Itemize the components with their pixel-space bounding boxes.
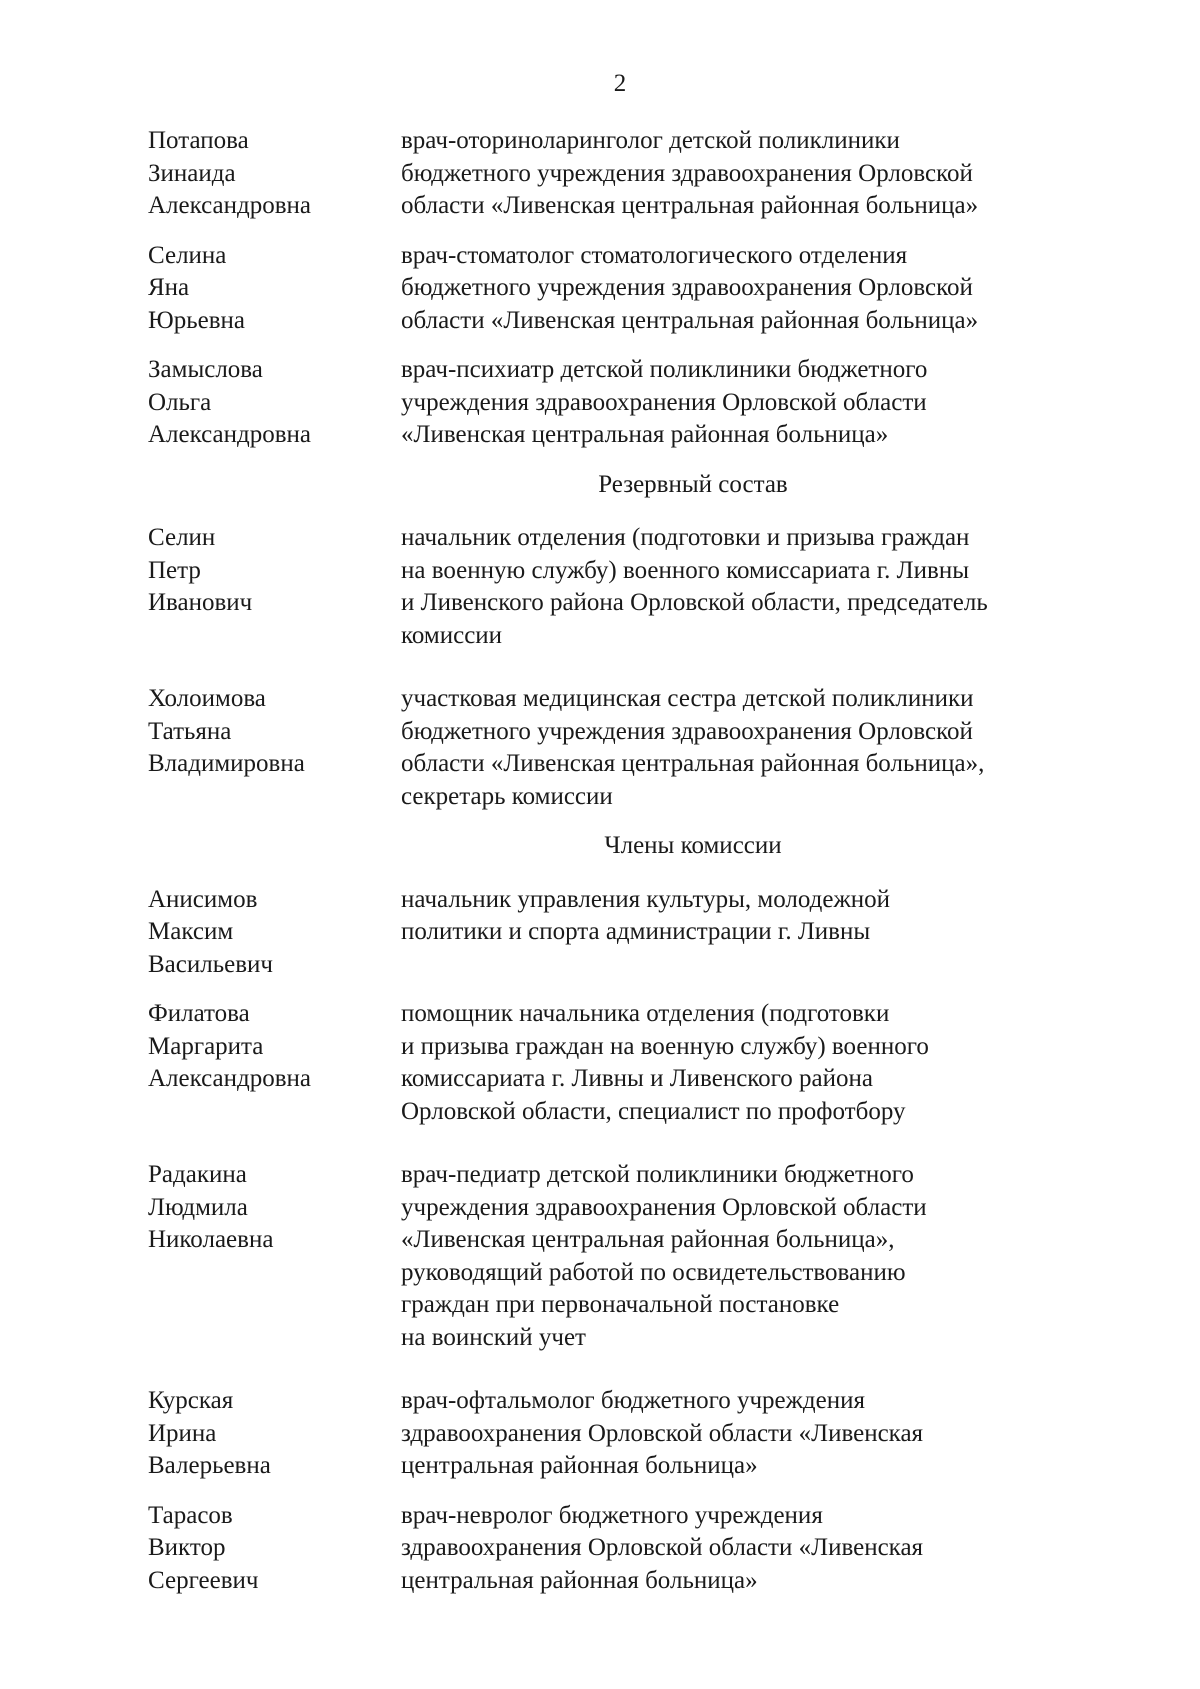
member-name-line: Васильевич	[148, 950, 273, 978]
member-position-line: участковая медицинская сестра детской поликлиники	[401, 685, 974, 712]
member-position-line: на военную службу) военного комиссариата г. Ливны	[401, 556, 969, 584]
member-position	[401, 1159, 1088, 1354]
member-entry	[148, 884, 1088, 982]
member-name-line: Селин	[148, 524, 216, 551]
commission-roster	[148, 125, 1088, 1614]
member-name	[148, 884, 401, 982]
member-position-line: здравоохранения Орловской области «Ливенская	[401, 1534, 924, 1561]
member-position	[401, 240, 1088, 338]
member-position-line: врач-оториноларинголог детской поликлиники	[401, 127, 900, 154]
member-position	[401, 998, 1088, 1128]
member-name-line: Сергеевич	[148, 1566, 259, 1594]
member-entry	[148, 1500, 1088, 1598]
member-name-line: Селина	[148, 241, 227, 269]
member-position-line: центральная районная больница»	[401, 1452, 758, 1479]
member-name	[148, 1500, 401, 1598]
member-position-line: учреждения здравоохранения Орловской области	[401, 388, 927, 416]
member-entry	[148, 998, 1088, 1128]
member-name	[148, 354, 401, 452]
member-name-line: Владимировна	[148, 750, 305, 777]
member-name-line: Ольга	[148, 388, 212, 416]
member-name-line: Виктор	[148, 1534, 226, 1561]
member-position	[401, 884, 1088, 982]
section-heading: Члены комиссии	[604, 832, 782, 859]
member-name	[148, 1385, 401, 1483]
member-position-line: врач-психиатр детской поликлиники бюджетного	[401, 356, 928, 383]
member-name-line: Холоимова	[148, 685, 266, 712]
member-position-line: и Ливенского района Орловской области, председатель	[401, 589, 988, 616]
member-name-line: Замыслова	[148, 356, 263, 383]
member-name-line: Людмила	[148, 1193, 248, 1221]
page-number: 2	[613, 70, 627, 97]
member-position-line: Орловской области, специалист по профотбору	[401, 1097, 906, 1125]
member-position-line: области «Ливенская центральная районная больница»,	[401, 750, 985, 777]
member-position-line: «Ливенская центральная районная больница»	[401, 421, 889, 448]
member-name-line: Маргарита	[148, 1032, 264, 1060]
member-position-line: помощник начальника отделения (подготовки	[401, 1000, 890, 1027]
member-entry	[148, 522, 1088, 652]
member-name-line: Петр	[148, 556, 201, 584]
member-name-line: Максим	[148, 918, 234, 945]
member-position-line: центральная районная больница»	[401, 1566, 758, 1594]
member-name-line: Радакина	[148, 1161, 247, 1188]
member-position-line: граждан при первоначальной постановке	[401, 1291, 840, 1318]
member-name-line: Татьяна	[148, 717, 232, 745]
member-position-line: начальник отделения (подготовки и призыва граждан	[401, 524, 970, 551]
member-position-line: «Ливенская центральная районная больница»,	[401, 1226, 895, 1253]
member-name-line: Юрьевна	[148, 306, 245, 334]
member-name-line: Ирина	[148, 1419, 217, 1447]
member-entry	[148, 125, 1088, 223]
member-name-line: Анисимов	[148, 885, 258, 913]
member-position-line: врач-педиатр детской поликлиники бюджетного	[401, 1161, 914, 1188]
member-name-line: Александровна	[148, 192, 312, 219]
member-position-line: бюджетного учреждения здравоохранения Орловской	[401, 159, 973, 187]
member-position	[401, 125, 1088, 223]
member-name	[148, 240, 401, 338]
member-position	[401, 1385, 1088, 1483]
member-position-line: руководящий работой по освидетельствованию	[401, 1258, 906, 1286]
member-name-line: Яна	[148, 274, 190, 301]
member-position-line: врач-офтальмолог бюджетного учреждения	[401, 1387, 865, 1414]
member-name	[148, 522, 401, 652]
member-name-line: Потапова	[148, 127, 249, 154]
member-position-line: бюджетного учреждения здравоохранения Орловской	[401, 717, 973, 745]
member-position-line: начальник управления культуры, молодежной	[401, 885, 891, 913]
member-position-line: комиссии	[401, 621, 503, 649]
member-position-line: учреждения здравоохранения Орловской области	[401, 1193, 927, 1221]
member-name-line: Курская	[148, 1387, 234, 1414]
member-name	[148, 683, 401, 813]
member-entry	[148, 1159, 1088, 1354]
member-name-line: Александровна	[148, 1065, 312, 1092]
member-position-line: области «Ливенская центральная районная больница»	[401, 306, 979, 334]
member-position	[401, 522, 1088, 652]
member-position-line: врач-невролог бюджетного учреждения	[401, 1501, 823, 1529]
member-position-line: области «Ливенская центральная районная больница»	[401, 192, 979, 219]
member-entry	[148, 683, 1088, 813]
member-name-line: Филатова	[148, 1000, 250, 1027]
section-heading: Резервный состав	[598, 470, 788, 498]
member-name-line: Александровна	[148, 421, 312, 448]
member-position-line: политики и спорта администрации г. Ливны	[401, 918, 871, 945]
member-name-line: Тарасов	[148, 1501, 233, 1529]
member-name	[148, 998, 401, 1128]
member-entry	[148, 240, 1088, 338]
member-name-line: Иванович	[148, 589, 253, 616]
member-entry	[148, 354, 1088, 452]
member-name	[148, 125, 401, 223]
member-position-line: врач-стоматолог стоматологического отделения	[401, 241, 908, 269]
member-position-line: на воинский учет	[401, 1323, 586, 1351]
member-position-line: комиссариата г. Ливны и Ливенского района	[401, 1065, 873, 1092]
member-name	[148, 1159, 401, 1354]
member-position-line: здравоохранения Орловской области «Ливенская	[401, 1419, 924, 1447]
member-name-line: Зинаида	[148, 159, 236, 187]
member-name-line: Валерьевна	[148, 1452, 271, 1479]
member-position	[401, 683, 1088, 813]
member-position-line: секретарь комиссии	[401, 782, 613, 810]
member-position	[401, 354, 1088, 452]
member-position-line: бюджетного учреждения здравоохранения Орловской	[401, 274, 973, 301]
member-name-line: Николаевна	[148, 1226, 274, 1253]
member-position-line: и призыва граждан на военную службу) военного	[401, 1032, 929, 1060]
member-position	[401, 1500, 1088, 1598]
member-entry	[148, 1385, 1088, 1483]
